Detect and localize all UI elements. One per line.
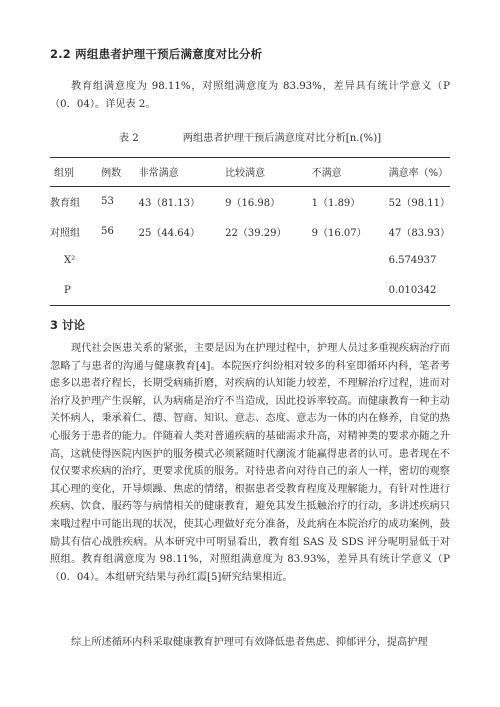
table-cell: 9（16.07）: [311, 227, 367, 239]
table-caption-number: 表 2: [118, 133, 139, 144]
table-caption-title: 两组患者护理干预后满意度对比分析[n.(%)]: [182, 133, 382, 144]
table-cell: P: [64, 285, 71, 297]
table-cell: 对照组: [50, 227, 80, 239]
table-cell: X²: [64, 255, 76, 267]
table-cell: [139, 246, 226, 276]
column-header: 不满意: [311, 168, 342, 180]
column-header: 比较满意: [225, 168, 266, 180]
satisfaction-table: [50, 157, 450, 305]
table-header-row: [50, 157, 450, 187]
result-paragraph: 教育组满意度为 98.11%，对照组满意度为 83.93%，差异具有统计学意义（P（0．04）。详见表 2。: [50, 81, 450, 110]
table-cell: 9（16.98）: [225, 198, 281, 210]
table-cell: [225, 276, 312, 306]
table-cell: [101, 246, 139, 276]
column-header: 例数: [101, 168, 122, 180]
table-row: [50, 187, 450, 217]
discussion-heading: 3 讨论: [50, 318, 86, 332]
table-cell: 6.574937: [388, 255, 437, 267]
table-cell: 教育组: [50, 198, 80, 210]
table-cell: 1（1.89）: [311, 198, 361, 210]
table-cell: [101, 276, 139, 306]
section-heading: 2.2 两组患者护理干预后满意度对比分析: [50, 47, 263, 61]
table-cell: 47（83.93）: [388, 227, 450, 239]
table-cell: [312, 246, 389, 276]
table-cell: 0.010342: [388, 285, 437, 297]
table-cell: 25（44.64）: [138, 227, 200, 239]
column-header: 非常满意: [138, 168, 179, 180]
table-cell: 43（81.13）: [138, 198, 200, 210]
table-row: [50, 216, 450, 246]
table-cell: 22（39.29）: [225, 227, 287, 239]
column-header: 满意率（%）: [388, 168, 449, 180]
conclusion-paragraph: 综上所述循环内科采取健康教育护理可有效降低患者焦虑、抑郁评分，提高护理: [71, 637, 428, 648]
table-cell: 56: [101, 225, 114, 237]
table-cell: 53: [101, 196, 114, 208]
table-cell: [312, 276, 389, 306]
table-row: [50, 276, 450, 306]
table-caption: [50, 129, 450, 144]
table-row: [50, 246, 450, 276]
column-header: 组别: [54, 168, 74, 180]
discussion-paragraph: 现代社会医患关系的紧张，主要是因为在护理过程中，护理人员过多重视疾病治疗而忽略了与患者的沟通与健康教育[4]。本院医疗纠纷相对较多的科室即循环内科，笔者考虑多以患者疗程长，长期受病痛折磨，对疾病的认知能力较差，不理解治疗过程，进而对治疗及护理产生误解，认为病痛是治疗不当造成，因此投诉率较高。而健康教育一种主动关怀病人，秉承着仁、德、智商、知识、意志、态度、意志为一体的内在修养，自觉的热心服务于患者的能力。伴随着人类对普通疾病的基础需求升高，对精神类的要求亦随之升高，这就使得医院内医护的服务模式必须紧随时代潮流才能赢得患者的认可。患者现在不仅仅要求疾病的治疗，更要求优质的服务。对待患者向对待自己的亲人一样，密切的观察其心理的变化，开导烦躁、焦虑的情绪，根据患者受教育程度及理解能力，有针对性进行疾病、饮食、服药等与病情相关的健康教育，避免其发生抵触治疗的行动，多讲述疾病只来哦过程中可能出现的状况，使其心理做好充分准备，及此病在本院治疗的成功案例，鼓励其有信心战胜疾病。从本研究中可明显看出，教育组 SAS 及 SDS 评分呢明显低于对照组。教育组满意度为 98.11%，对照组满意度为 83.93%，差异具有统计学意义（P（0．04）。本组研究结果与孙红霞[5]研究结果相近。: [50, 343, 450, 583]
table-cell: [139, 276, 226, 306]
table-cell: 52（98.11）: [388, 198, 450, 210]
table-cell: [225, 246, 312, 276]
